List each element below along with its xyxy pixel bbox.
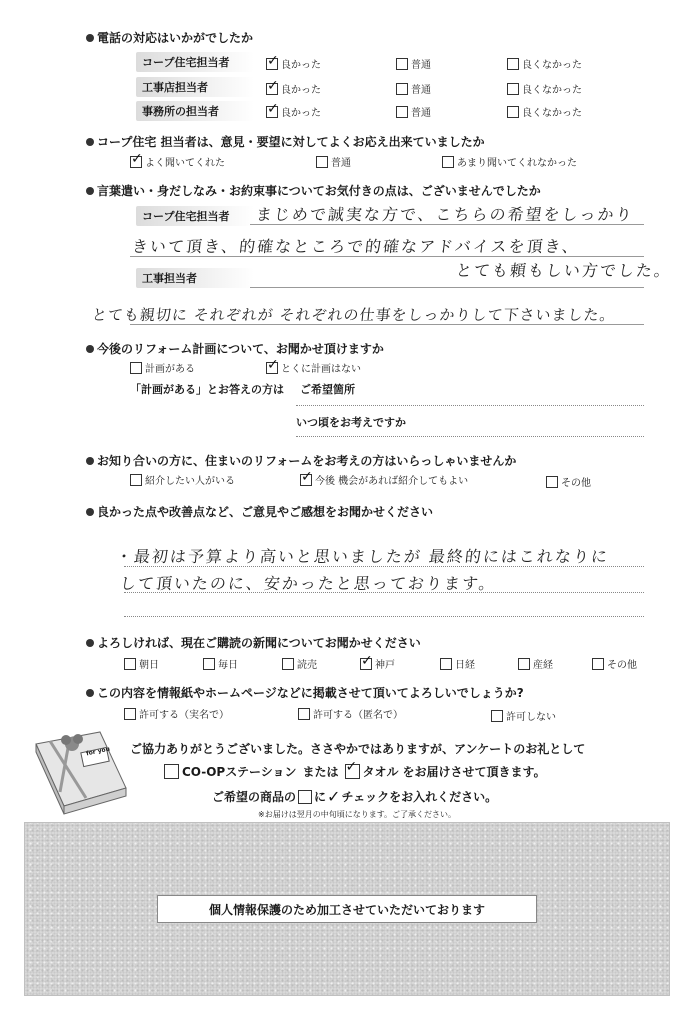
q3-line-1 [250, 224, 644, 225]
coop-station-label: CO-OPステーション [182, 765, 297, 779]
q3-line-2 [130, 256, 644, 257]
q8-opt-anonymous[interactable]: 許可する（匿名で） [298, 706, 403, 721]
q8-title: この内容を情報紙やホームページなどに掲載させて頂いてよろしいでしょうか? [86, 684, 524, 701]
q6-line-1 [124, 566, 644, 567]
q4-opt-plan[interactable]: 計画がある [130, 360, 195, 375]
q4-title: 今後のリフォーム計画について、お聞かせ頂けますか [86, 340, 384, 357]
q1-title: 電話の対応はいかがでしたか [86, 29, 253, 46]
q2-opt-well[interactable]: ✓ よく聞いてくれた [130, 154, 225, 169]
q4-sub1b: ご希望箇所 [300, 383, 355, 396]
q4-opt-noplan[interactable]: ✓ とくに計画はない [266, 360, 361, 375]
privacy-notice: 個人情報保護のため加工させていただいております [157, 895, 537, 923]
q6-title: 良かった点や改善点など、ご意見やご感想をお聞かせください [86, 503, 433, 520]
q1-row2-opt-good[interactable]: ✓ 良かった [266, 81, 321, 96]
towel-label: タオル [362, 765, 399, 779]
q6-line-2 [124, 592, 644, 593]
q1-row3-opt-normal[interactable]: 普通 [396, 104, 431, 119]
q3-handwriting-1: まじめで誠実な方で、こちらの希望をしっかり [254, 205, 635, 224]
q1-row2-label: 工事店担当者 [136, 77, 254, 97]
thanks-line-3 [212, 787, 497, 806]
thanks-or: または [302, 765, 339, 779]
q7-opt-sankei[interactable]: 産経 [518, 656, 553, 671]
check-mark-icon: ✓ [327, 787, 341, 806]
q1-row1-opt-normal[interactable]: 普通 [396, 56, 431, 71]
q5-opt-introduce[interactable]: 紹介したい人がいる [130, 472, 235, 487]
q4-sub2: いつ頃をお考えですか [296, 416, 406, 429]
q1-row1-opt-bad[interactable]: 良くなかった [507, 56, 582, 71]
q3-handwriting-2: きいて頂き、的確なところで的確なアドバイスを頂き、 [130, 237, 581, 256]
q2-opt-not[interactable]: あまり聞いてくれなかった [442, 154, 577, 169]
q4-line-1 [296, 405, 644, 406]
coop-station-checkbox[interactable] [164, 764, 179, 779]
q7-opt-yomiuri[interactable]: 読売 [282, 656, 317, 671]
gift-tag-text: for you [85, 745, 111, 758]
q3-line-4 [130, 324, 644, 325]
q2-opt-normal[interactable]: 普通 [316, 154, 351, 169]
q4-sub1: 「計画がある」とお答えの方は [130, 383, 284, 396]
gift-illustration [30, 726, 130, 818]
q7-opt-nikkei[interactable]: 日経 [440, 656, 475, 671]
thanks-line3-b: に [314, 790, 327, 804]
q1-row3-opt-good[interactable]: ✓ 良かった [266, 104, 321, 119]
q1-row2-opt-normal[interactable]: 普通 [396, 81, 431, 96]
q3-label-coop: コープ住宅担当者 [136, 206, 254, 226]
q3-label-construction: 工事担当者 [136, 268, 254, 288]
q3-handwriting-4: とても親切に それぞれが それぞれの仕事をしっかりして下さいました。 [91, 306, 617, 324]
q3-handwriting-3: とても頼もしい方でした。 [454, 261, 673, 280]
example-checkbox-icon [298, 790, 312, 804]
q1-row3-label: 事務所の担当者 [136, 101, 254, 121]
q7-opt-asahi[interactable]: 朝日 [124, 656, 159, 671]
q5-opt-future[interactable]: ✓ 今後 機会があれば紹介してもよい [300, 472, 468, 487]
q1-row2-opt-bad[interactable]: 良くなかった [507, 81, 582, 96]
q5-title: お知り合いの方に、住まいのリフォームをお考えの方はいらっしゃいませんか [86, 452, 516, 469]
q6-handwriting-1: ・最初は予算より高いと思いましたが 最終的にはこれなりに [114, 547, 610, 566]
q2-title: コープ住宅 担当者は、意見・要望に対してよくお応え出来ていましたか [86, 133, 485, 150]
q3-title: 言葉遣い・身だしなみ・お約束事についてお気付きの点は、ございませんでしたか [86, 182, 541, 199]
q1-row3-opt-bad[interactable]: 良くなかった [507, 104, 582, 119]
q6-handwriting-2: して頂いたのに、安かったと思っております。 [118, 574, 498, 593]
q5-opt-other[interactable]: その他 [546, 474, 591, 489]
q6-line-3 [124, 616, 644, 617]
q7-opt-other[interactable]: その他 [592, 656, 637, 671]
thanks-line-2 [164, 763, 546, 780]
q3-line-3 [250, 287, 644, 288]
q7-opt-mainichi[interactable]: 毎日 [203, 656, 238, 671]
q7-opt-kobe[interactable]: ✓ 神戸 [360, 656, 395, 671]
q1-row1-opt-good[interactable]: ✓ 良かった [266, 56, 321, 71]
q4-line-2 [296, 436, 644, 437]
thanks-line3-a: ご希望の商品の [212, 790, 297, 804]
towel-checkbox[interactable] [345, 764, 360, 779]
thanks-line-1: ご協力ありがとうございました。ささやかではありますが、アンケートのお礼として [130, 742, 586, 756]
q8-opt-realname[interactable]: 許可する（実名で） [124, 706, 229, 721]
q1-row1-label: コープ住宅担当者 [136, 52, 254, 72]
thanks-deliver: をお届けさせて頂きます。 [402, 765, 546, 779]
q7-title: よろしければ、現在ご購読の新聞についてお聞かせください [86, 634, 421, 651]
delivery-note: ※お届けは翌月の中旬頃になります。ご了承ください。 [258, 810, 457, 819]
q8-opt-deny[interactable]: 許可しない [491, 708, 556, 723]
thanks-line3-c: チェックをお入れください。 [341, 790, 498, 804]
